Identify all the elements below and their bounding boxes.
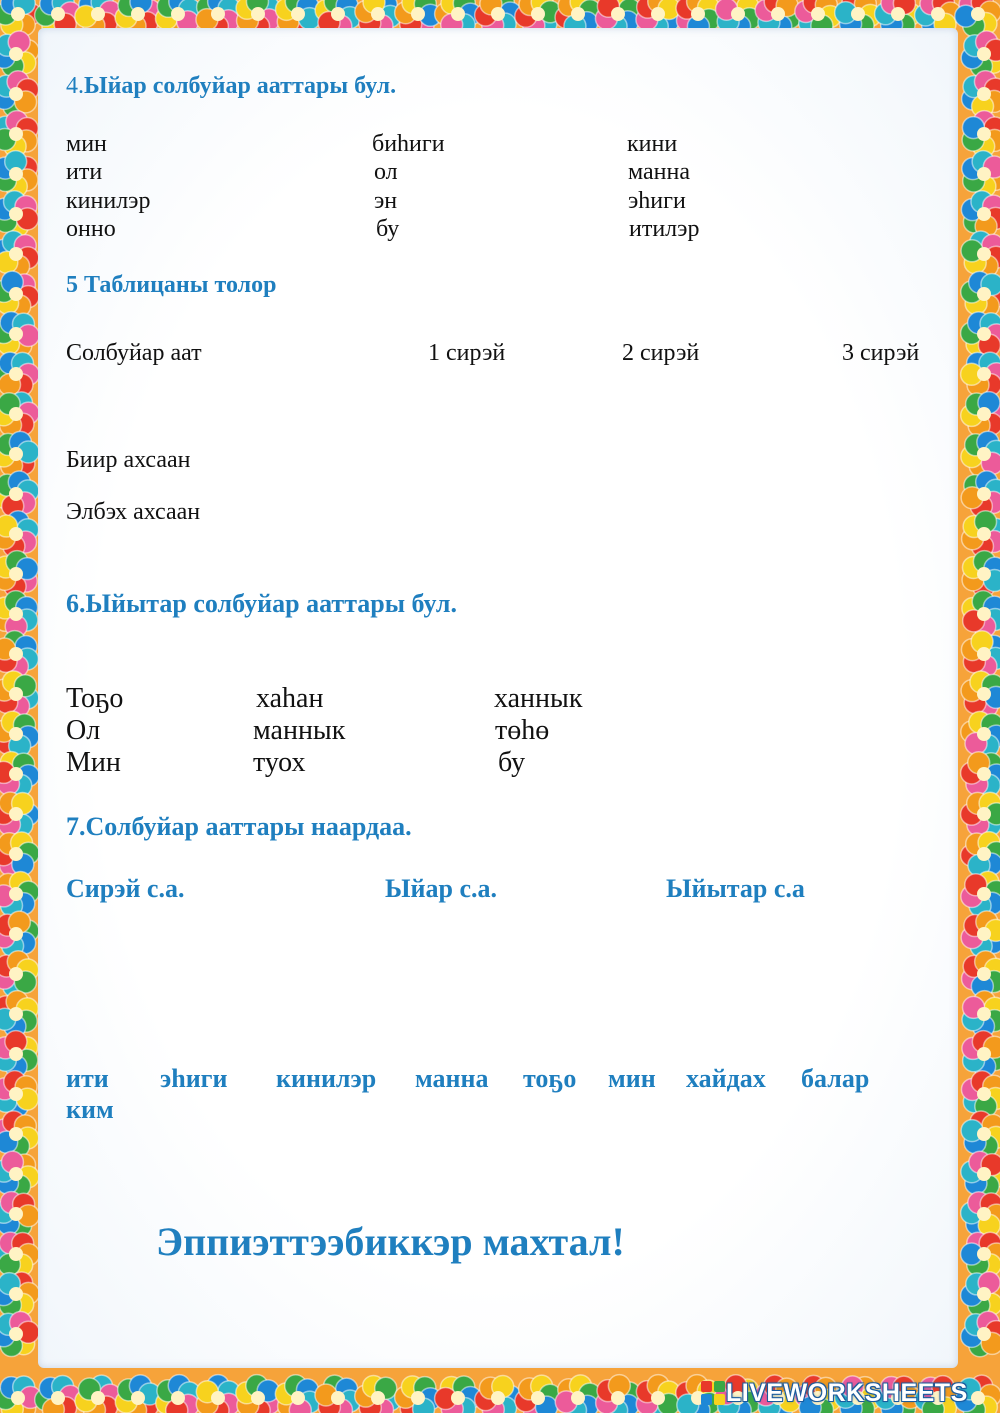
sort-word: хайдах (686, 1064, 766, 1093)
table-row-label: Биир ахсаан (66, 447, 191, 473)
liveworksheets-logo-icon (700, 1380, 726, 1406)
table-header-cell: Солбуйар аат (66, 340, 202, 366)
table-header-cell: 1 сирэй (428, 340, 506, 366)
sort-word: эһиги (160, 1064, 228, 1093)
sort-word: манна (415, 1064, 489, 1093)
praise-text: Эппиэттээбиккэр махтал! (156, 1219, 625, 1264)
sort-word: кинилэр (276, 1064, 377, 1093)
section7-title: 7.Солбуйар ааттары наардаа. (66, 812, 412, 841)
s4-word: ол (374, 159, 398, 185)
s6-word: ханнык (494, 683, 583, 714)
liveworksheets-logo (700, 1378, 968, 1408)
s6-word: бу (498, 747, 526, 778)
s4-word: бу (376, 216, 400, 242)
border-flower (0, 1031, 38, 1078)
s4-word: итилэр (629, 216, 700, 242)
border-flower (0, 151, 38, 198)
category-label: Сирэй с.а. (66, 874, 185, 903)
section5-title: 5 Таблицаны толор (66, 272, 277, 298)
category-label: Ыйытар с.а (666, 874, 805, 903)
s4-word: кини (627, 131, 678, 157)
s4-word: эн (374, 188, 398, 214)
watermark-text: LIVEWORKSHEETS (726, 1378, 968, 1407)
s6-word: Тоҕо (66, 683, 124, 714)
s6-word: маннык (253, 715, 346, 746)
s6-word: Ол (66, 715, 101, 746)
section4-title: Ыйар солбуйар ааттары бул. (84, 73, 397, 99)
table-header-cell: 3 сирэй (842, 340, 920, 366)
s6-word: туох (253, 747, 306, 778)
sort-word: мин (608, 1064, 656, 1093)
s6-word: Мин (66, 747, 121, 778)
sort-word: ити (66, 1064, 109, 1093)
sort-word: тоҕо (523, 1064, 577, 1093)
s6-word: хаһан (256, 683, 324, 714)
s4-word: мин (66, 131, 107, 157)
s4-word: эһиги (628, 188, 686, 214)
sort-word: балар (801, 1064, 870, 1093)
sort-word: ким (66, 1095, 114, 1124)
border-flower (0, 591, 38, 638)
s6-word: төһө (495, 715, 550, 746)
table-header-cell: 2 сирэй (622, 340, 700, 366)
s4-word: ити (66, 159, 103, 185)
s4-word: манна (628, 159, 691, 185)
category-label: Ыйар с.а. (385, 874, 498, 903)
s4-word: кинилэр (66, 188, 151, 214)
table-row-label: Элбэх ахсаан (66, 499, 201, 525)
section4-heading (66, 73, 396, 100)
section4-number: 4. (66, 73, 84, 99)
s4-word: биһиги (372, 131, 445, 157)
s4-word: онно (66, 216, 116, 242)
section6-title: 6.Ыйытар солбуйар ааттары бул. (66, 589, 457, 618)
